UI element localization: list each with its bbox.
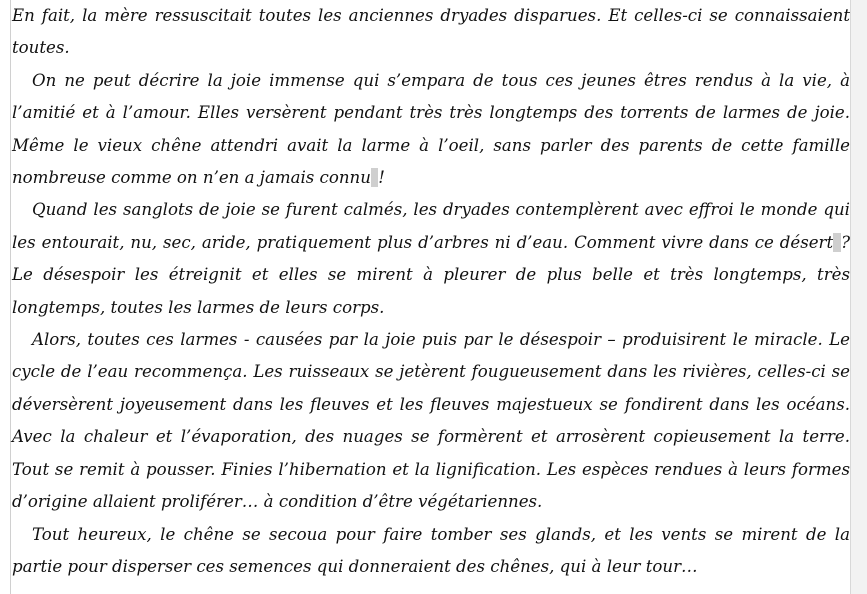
document-body[interactable] xyxy=(12,0,850,583)
paragraph-1-text: En fait, la mère ressuscitait toutes les anciennes dryades disparues. Et celles-ci se connaissaient toutes. xyxy=(12,6,850,58)
paragraph-3-text: Quand les sanglots de joie se furent calmés, les dryades contemplèrent avec effroi le monde qui les entourait, nu, sec, aride, pratiquement plus d’arbres ni d’eau. Comment vivre dans ce désert xyxy=(12,200,850,252)
paragraph-3-punctuation: ? xyxy=(841,232,850,252)
paragraph-2-text: On ne peut décrire la joie immense qui s’empara de tous ces jeunes êtres rendus à la vie, à l’amitié et à l’amour. Elles versèrent pendant très très longtemps des torrents de larmes de joie. Même le vieux chêne attendri avait la larme à l’oeil, sans parler des parents de cette famille nombreuse comme on n’en a jamais connu xyxy=(12,70,850,188)
right-margin-strip xyxy=(850,0,867,594)
paragraph-2-punctuation: ! xyxy=(378,168,385,188)
paragraph-4 xyxy=(12,324,850,518)
paragraph-5-text: Tout heureux, le chêne se secoua pour faire tomber ses glands, et les vents se mirent de la partie pour disperser ces semences qui donneraient des chênes, qui à leur tour… xyxy=(12,524,850,576)
paragraph-3-text-continued: Le désespoir les étreignit et elles se mirent à pleurer de plus belle et très longtemps, très longtemps, toutes les larmes de leurs corps. xyxy=(12,265,850,317)
paragraph-4-text: Alors, toutes ces larmes - causées par la joie puis par le désespoir – produisirent le miracle. Le cycle de l’eau recommença. Les ruisseaux se jetèrent fougueusement dans les rivières, celles-ci se déversèrent joyeusement dans les fleuves et les fleuves majestueux se fondirent dans les océans. Avec la chaleur et l’évaporation, des nuages se formèrent et arrosèrent copieusement la terre. Tout se remit à pousser. Finies l’hibernation et la lignification. Les espèces rendues à leurs formes d’origine allaient proliférer… à condition d’être végétariennes. xyxy=(12,330,850,512)
paragraph-1 xyxy=(12,0,850,65)
paragraph-2 xyxy=(12,65,850,195)
nonbreaking-space-marker xyxy=(833,233,841,252)
left-margin-rule xyxy=(10,0,11,594)
paragraph-5 xyxy=(12,519,850,584)
paragraph-3 xyxy=(12,194,850,324)
